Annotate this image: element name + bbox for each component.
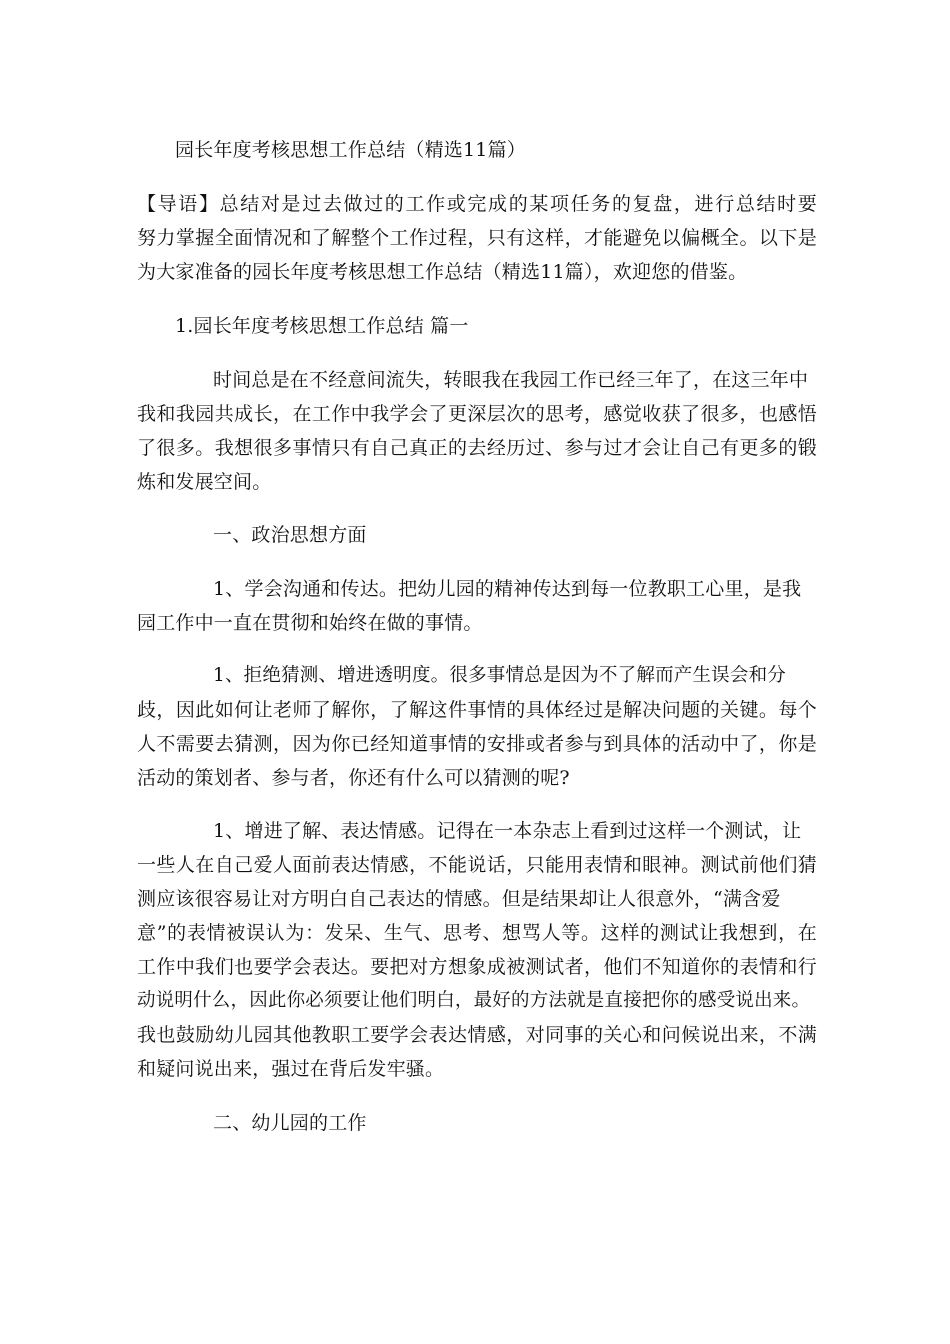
para1-line-2: 我和我园共成长，在工作中我学会了更深层次的思考，感觉收获了很多，也感悟 — [137, 403, 817, 425]
para4-line-6: 动说明什么，因此你必须要让他们明白，最好的方法就是直接把你的感受说出来。 — [137, 990, 811, 1011]
para3-line-4: 活动的策划者、参与者，你还有什么可以猜测的呢? — [137, 767, 570, 789]
para1-line-4: 炼和发展空间。 — [137, 471, 272, 493]
intro-line-3: 为大家准备的园长年度考核思想工作总结（精选11篇），欢迎您的借鉴。 — [137, 261, 748, 283]
heading-kindergarten-work: 二、幼儿园的工作 — [213, 1112, 367, 1134]
para4-line-5: 工作中我们也要学会表达。要把对方想象成被测试者，他们不知道你的表情和行 — [137, 956, 817, 978]
heading-political: 一、政治思想方面 — [213, 524, 367, 546]
para3-line-3: 人不需要去猜测，因为你已经知道事情的安排或者参与到具体的活动中了，你是 — [137, 733, 817, 755]
para4-line-1: 1、增进了解、表达情感。记得在一本杂志上看到过这样一个测试，让 — [213, 820, 802, 842]
para1-line-3: 了很多。我想很多事情只有自己真正的去经历过、参与过才会让自己有更多的锻 — [137, 437, 817, 459]
para4-line-7: 我也鼓励幼儿园其他教职工要学会表达情感，对同事的关心和问候说出来，不满 — [137, 1024, 817, 1046]
document-title: 园长年度考核思想工作总结（精选11篇） — [175, 139, 526, 161]
para4-line-2: 一些人在自己爱人面前表达情感，不能说话，只能用表情和眼神。测试前他们猜 — [137, 854, 817, 876]
para2-line-1: 1、学会沟通和传达。把幼儿园的精神传达到每一位教职工心里，是我 — [213, 578, 802, 600]
para3-line-1: 1、拒绝猜测、增进透明度。很多事情总是因为不了解而产生误会和分 — [213, 665, 786, 686]
para4-line-3: 测应该很容易让对方明白自己表达的情感。但是结果却让人很意外，“满含爱 — [137, 888, 781, 910]
section-heading-1: 1.园长年度考核思想工作总结 篇一 — [175, 315, 469, 337]
para4-line-4: 意”的表情被误认为：发呆、生气、思考、想骂人等。这样的测试让我想到，在 — [137, 922, 817, 944]
para4-line-8: 和疑问说出来，强过在背后发牢骚。 — [137, 1058, 445, 1080]
para2-line-2: 园工作中一直在贯彻和始终在做的事情。 — [137, 612, 483, 634]
para3-line-2: 歧，因此如何让老师了解你，了解这件事情的具体经过是解决问题的关键。每个 — [137, 699, 817, 721]
para1-line-1: 时间总是在不经意间流失，转眼我在我园工作已经三年了，在这三年中 — [213, 369, 809, 391]
intro-line-2: 努力掌握全面情况和了解整个工作过程，只有这样，才能避免以偏概全。以下是 — [137, 227, 817, 249]
intro-line-1: 【导语】总结对是过去做过的工作或完成的某项任务的复盘，进行总结时要 — [137, 193, 817, 215]
